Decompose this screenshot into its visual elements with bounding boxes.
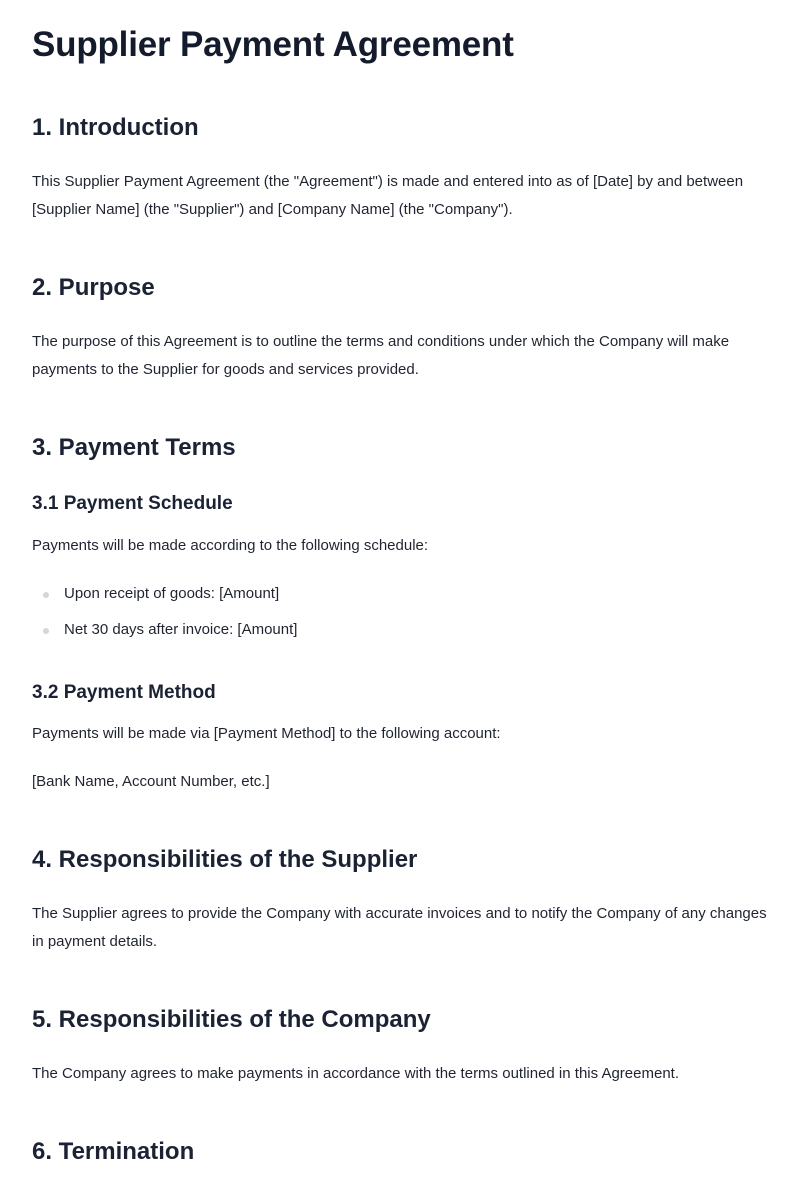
document-title: Supplier Payment Agreement <box>32 25 514 64</box>
bullet-icon <box>43 628 49 634</box>
introduction-paragraph: This Supplier Payment Agreement (the "Agreement") is made and entered into as of [Date] by and between [Supplier Name] (the "Supplier") and [Company Name] (the "Company"). <box>32 173 744 218</box>
section-heading-termination: 6. Termination <box>32 1138 195 1165</box>
bullet-icon <box>43 592 49 598</box>
payment-method-intro: Payments will be made via [Payment Method] to the following account: <box>32 725 501 742</box>
list-item-text: Net 30 days after invoice: [Amount] <box>64 621 298 638</box>
company-responsibilities-paragraph: The Company agrees to make payments in accordance with the terms outlined in this Agreement. <box>32 1065 679 1082</box>
payment-account-details: [Bank Name, Account Number, etc.] <box>32 773 270 790</box>
payment-schedule-intro: Payments will be made according to the following schedule: <box>32 537 429 554</box>
subsection-heading-payment-method: 3.2 Payment Method <box>32 682 216 703</box>
section-heading-payment-terms: 3. Payment Terms <box>32 434 236 461</box>
list-item-text: Upon receipt of goods: [Amount] <box>64 585 280 602</box>
supplier-responsibilities-paragraph: The Supplier agrees to provide the Company with accurate invoices and to notify the Company of any changes in payment details. <box>32 905 767 950</box>
section-heading-supplier-responsibilities: 4. Responsibilities of the Supplier <box>32 846 418 873</box>
section-heading-company-responsibilities: 5. Responsibilities of the Company <box>32 1006 431 1033</box>
subsection-heading-payment-schedule: 3.1 Payment Schedule <box>32 493 233 514</box>
section-heading-introduction: 1. Introduction <box>32 114 199 141</box>
purpose-paragraph: The purpose of this Agreement is to outline the terms and conditions under which the Company will make payments to the Supplier for goods and services provided. <box>32 333 730 378</box>
section-heading-purpose: 2. Purpose <box>32 274 155 301</box>
